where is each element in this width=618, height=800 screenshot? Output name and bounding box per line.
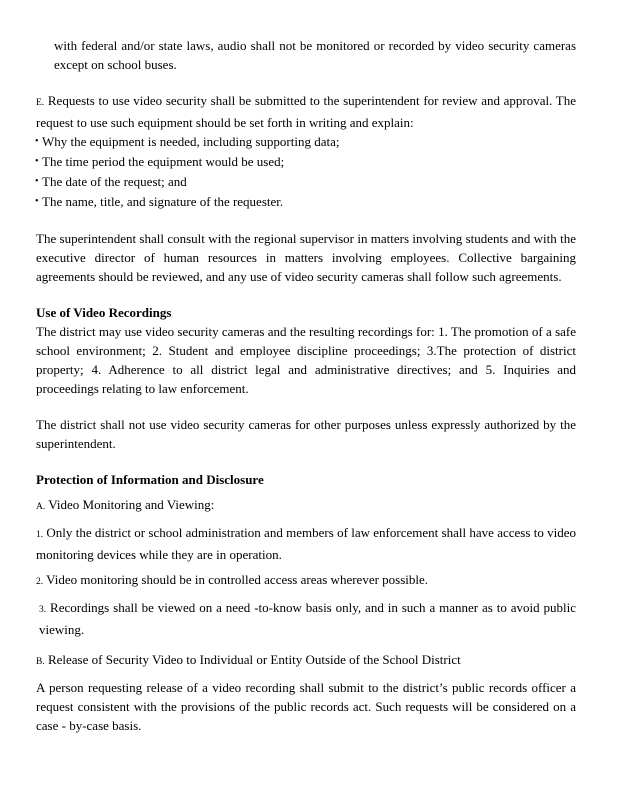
list-item-text: The name, title, and signature of the requester. — [42, 194, 284, 209]
bullet-icon: • — [35, 176, 39, 187]
purposes-paragraph: The district shall not use video security cameras for other purposes unless expressly authorized by the superintendent. — [36, 417, 576, 451]
subsection-a-text: Video Monitoring and Viewing: — [48, 497, 215, 512]
use-heading: Use of Video Recordings — [36, 305, 172, 320]
item-text: Recordings shall be viewed on a need -to-know basis only, and in such a manner as to avoid public viewing. — [39, 600, 577, 637]
list-item-text: Why the equipment is needed, including supporting data; — [42, 134, 340, 149]
bullet-icon: • — [35, 136, 39, 147]
item-2 — [36, 570, 576, 592]
subsection-b-label: B. — [36, 657, 45, 667]
section-e-label: E. — [36, 98, 45, 108]
bullet-icon: • — [35, 196, 39, 207]
bullet-icon: • — [35, 156, 39, 167]
item-3 — [36, 598, 576, 639]
subsection-b — [36, 650, 576, 672]
list-item-text: The time period the equipment would be used; — [42, 154, 285, 169]
list-item — [36, 192, 576, 212]
subsection-b-text: Release of Security Video to Individual or Entity Outside of the School District — [47, 652, 461, 667]
list-item — [36, 172, 576, 192]
list-item — [36, 152, 576, 172]
item-text: Only the district or school administration and members of law enforcement shall have access to video monitoring devices while they are in operation. — [36, 525, 576, 562]
item-text: Video monitoring should be in controlled access areas wherever possible. — [46, 572, 429, 587]
subsection-a-label: A. — [36, 502, 46, 512]
protection-heading: Protection of Information and Disclosure — [36, 472, 264, 487]
item-1 — [36, 523, 576, 564]
use-paragraph: The district may use video security cameras and the resulting recordings for: 1. The promotion of a safe school environment; 2. Student and employee discipline proceedings; 3.The protection of district property; 4. Adherence to all district legal and administrative directives; and 5. Inquiries and proceedings relating to law enforcement. — [36, 324, 576, 396]
consult-paragraph: The superintendent shall consult with the regional supervisor in matters involving students and with the executive director of human resources in matters involving employees. Collective bargaining agreements should be reviewed, and any use of video security cameras shall follow such agreements. — [36, 231, 576, 284]
document-page — [36, 36, 576, 735]
section-e-text: Requests to use video security shall be submitted to the superintendent for review and approval. The request to use such equipment should be set forth in writing and explain: — [36, 93, 577, 130]
subsection-a — [36, 495, 576, 517]
section-e-paragraph — [36, 91, 576, 132]
item-number: 2. — [36, 577, 44, 587]
release-paragraph: A person requesting release of a video recording shall submit to the district’s public records officer a request consistent with the provisions of the public records act. Such requests will be considered on a case - by-case basis. — [36, 680, 576, 733]
list-item-text: The date of the request; and — [42, 174, 187, 189]
requirements-list — [36, 132, 576, 212]
item-number: 1. — [36, 530, 44, 540]
intro-paragraph: with federal and/or state laws, audio shall not be monitored or recorded by video security cameras except on school buses. — [54, 38, 576, 72]
list-item — [36, 132, 576, 152]
item-number: 3. — [39, 605, 47, 615]
